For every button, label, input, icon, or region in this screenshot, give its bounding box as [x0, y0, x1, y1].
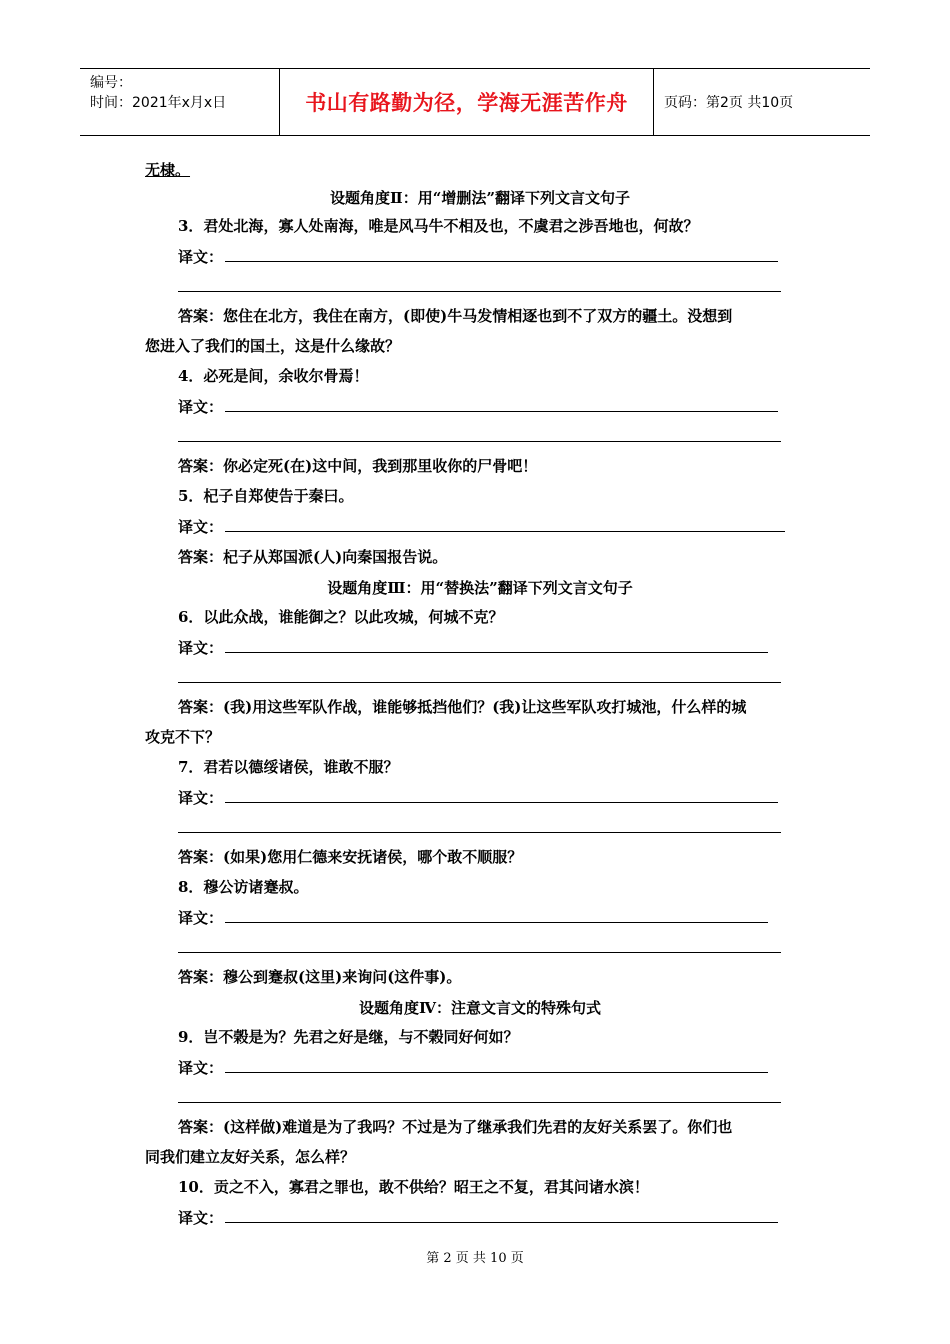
header-motto: 书山有路勤为径，学海无涯苦作舟 [280, 69, 654, 135]
question-8: 8．穆公访诸蹇叔。 [178, 878, 309, 896]
translation-label: 译文： [178, 908, 768, 928]
page-header [80, 68, 870, 136]
header-time: 时间：2021年x月x日 [90, 95, 227, 111]
translation-label: 译文： [178, 1058, 768, 1078]
translation-label: 译文： [178, 638, 768, 658]
answer-6: 答案：(我)用这些军队作战，谁能够抵挡他们？(我)让这些军队攻打城池，什么样的城 [178, 698, 747, 716]
answer-8: 答案：穆公到蹇叔(这里)来询问(这件事)。 [178, 968, 462, 986]
answer-rule [178, 291, 781, 292]
question-10: 10．贡之不入，寡君之罪也，敢不供给？昭王之不复，君其问诸水滨！ [178, 1178, 649, 1196]
section-heading: 设题角度Ⅳ：注意文言文的特殊句式 [358, 999, 602, 1017]
translation-label: 译文： [178, 1208, 778, 1228]
answer-rule [178, 832, 781, 833]
answer-9-cont: 同我们建立友好关系，怎么样？ [145, 1148, 356, 1166]
answer-7: 答案：(如果)您用仁德来安抚诸侯，哪个敢不顺服？ [178, 848, 523, 866]
header-number-label: 编号： [90, 75, 132, 91]
answer-5: 答案：杞子从郑国派(人)向秦国报告说。 [178, 548, 448, 566]
translation-label: 译文： [178, 397, 778, 417]
answer-rule [178, 441, 781, 442]
question-3: 3．君处北海，寡人处南海，唯是风马牛不相及也，不虞君之涉吾地也，何故？ [178, 217, 699, 235]
answer-9: 答案：(这样做)难道是为了我吗？不过是为了继承我们先君的友好关系罢了。你们也 [178, 1118, 733, 1136]
translation-label: 译文： [178, 247, 778, 267]
question-6: 6．以此众战，谁能御之？以此攻城，何城不克？ [178, 608, 504, 626]
header-meta [80, 69, 280, 135]
text-line: 无棣。 [145, 161, 191, 179]
answer-6-cont: 攻克不下？ [145, 728, 221, 746]
question-7: 7．君若以德绥诸侯，谁敢不服？ [178, 758, 399, 776]
answer-3: 答案：您住在北方，我住在南方，(即使)牛马发情相逐也到不了双方的疆土。没想到 [178, 307, 733, 325]
question-9: 9．岂不榖是为？先君之好是继，与不榖同好何如？ [178, 1028, 519, 1046]
answer-rule [178, 952, 781, 953]
answer-rule [178, 682, 781, 683]
answer-3-cont: 您进入了我们的国土，这是什么缘故？ [145, 337, 401, 355]
header-page-info: 页码：第2页 共10页 [664, 95, 794, 111]
section-heading: 设题角度Ⅲ：用“替换法”翻译下列文言文句子 [327, 579, 633, 597]
question-5: 5．杞子自郑使告于秦曰。 [178, 487, 354, 505]
page-footer: 第 2 页 共 10 页 [426, 1251, 524, 1266]
section-heading: 设题角度Ⅱ：用“增删法”翻译下列文言文句子 [330, 189, 630, 207]
answer-rule [178, 1102, 781, 1103]
answer-4: 答案：你必定死(在)这中间，我到那里收你的尸骨吧！ [178, 457, 538, 475]
question-4: 4．必死是间，余收尔骨焉！ [178, 367, 369, 385]
translation-label: 译文： [178, 788, 778, 808]
translation-label: 译文： [178, 517, 785, 537]
